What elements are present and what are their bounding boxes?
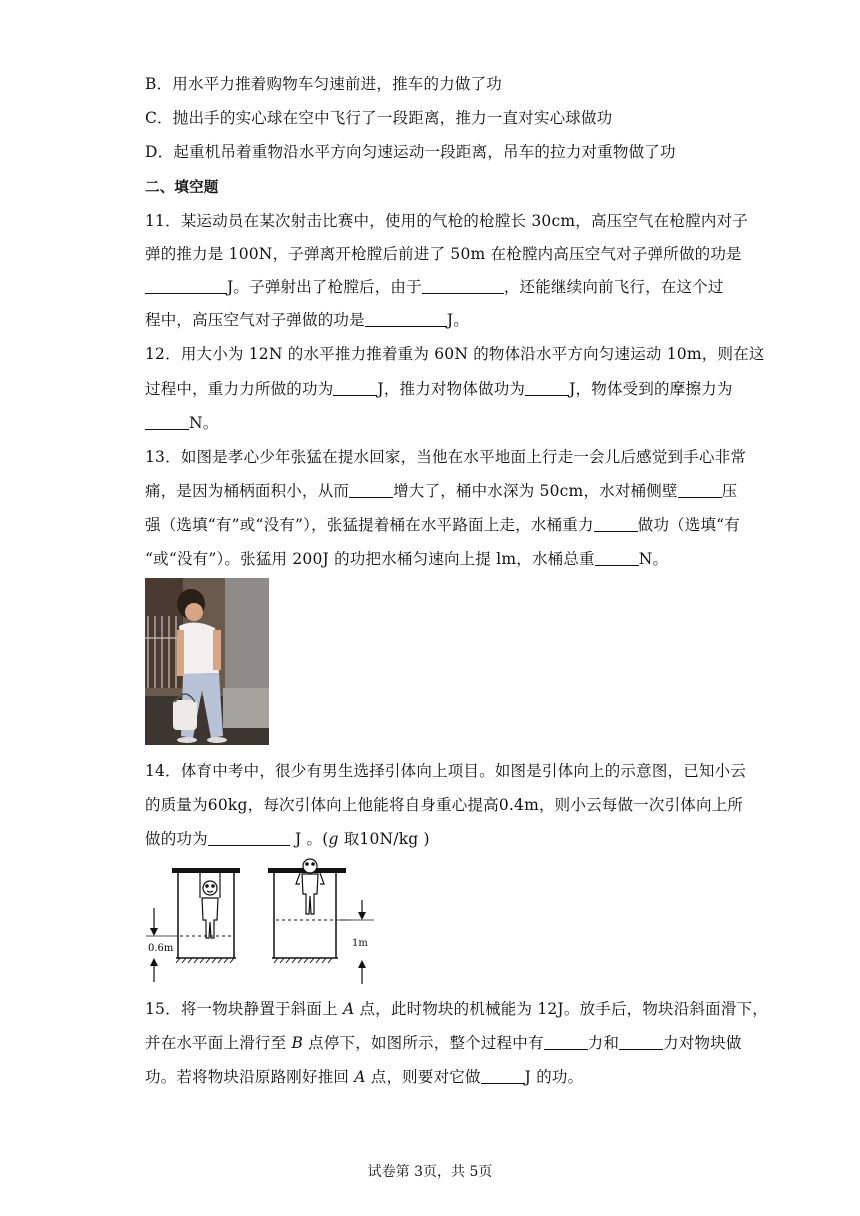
- answer-blank[interactable]: [349, 483, 393, 498]
- answer-blank[interactable]: [544, 1035, 588, 1050]
- option-c: C．抛出手的实心球在空中飞行了一段距离，推力一直对实心球做功: [145, 109, 613, 127]
- q11-line1: 11．某运动员在某次射击比赛中，使用的气枪的枪膛长 30cm，高压空气在枪膛内对子: [145, 212, 748, 230]
- q14-line1: 14．体育中考中，很少有男生选择引体向上项目。如图是引体向上的示意图，已知小云: [145, 762, 747, 780]
- option-d: D．起重机吊着重物沿水平方向匀速运动一段距离，吊车的拉力对重物做了功: [145, 143, 676, 161]
- hanging-person: [200, 873, 220, 938]
- answer-blank[interactable]: [525, 381, 569, 396]
- left-bar: [172, 868, 240, 873]
- pulled-up-person: [296, 859, 324, 914]
- answer-blank[interactable]: [333, 381, 377, 396]
- answer-blank[interactable]: [595, 551, 639, 566]
- q12-line3: N。: [145, 411, 218, 433]
- q14-line2: 的质量为60kg，每次引体向上他能将自身重心提高0.4m，则小云每做一次引体向上所: [145, 796, 744, 814]
- q11-line2: 弹的推力是 100N，子弹离开枪膛后前进了 50m 在枪膛内高压空气对子弹所做的功是: [145, 245, 742, 263]
- q13-line2: 痛，是因为桶柄面积小，从而 增大了，桶中水深为 50cm，水对桶侧壁 压: [145, 482, 738, 500]
- answer-blank[interactable]: [422, 279, 504, 294]
- page-footer: 试卷第 3页，共 5页: [367, 1164, 493, 1180]
- q15-line2: 并在水平面上滑行至 B 点停下，如图所示，整个过程中有 力和 力对物块做: [145, 1034, 742, 1052]
- section-title: 二、填空题: [145, 180, 219, 196]
- boy-carrying-bucket-photo: [145, 578, 269, 745]
- option-b: B．用水平力推着购物车匀速前进，推车的力做了功: [145, 75, 502, 93]
- q13-line1: 13．如图是孝心少年张猛在提水回家，当他在水平地面上行走一会儿后感觉到手心非常: [145, 448, 747, 466]
- q11-line4: 程中，高压空气对子弹做的功是 J。: [145, 311, 469, 329]
- answer-blank[interactable]: [365, 312, 447, 327]
- pull-up-diagram: [140, 858, 350, 988]
- q11-line3: J。子弹射出了枪膛后，由于 ，还能继续向前飞行，在这个过: [145, 275, 724, 297]
- q13-line4: “或“没有”）。张猛用 200J 的功把水桶匀速向上提 lm，水桶总重 N。: [145, 550, 669, 568]
- answer-blank[interactable]: [208, 831, 290, 846]
- answer-blank[interactable]: [145, 415, 189, 430]
- q15-line3: 功。若将物块沿原路刚好推回 A 点，则要对它做 J 的功。: [145, 1068, 584, 1086]
- answer-blank[interactable]: [594, 517, 638, 532]
- q14-line3: 做的功为 J 。(g 取10N/kg ): [145, 830, 430, 848]
- answer-blank[interactable]: [481, 1069, 525, 1084]
- q13-line3: 强（选填“有”或“没有”），张猛提着桶在水平路面上走，水桶重力 做功（选填“有: [145, 516, 740, 534]
- left-height-label: 0.6m: [148, 943, 174, 954]
- right-height-label: 1m: [352, 938, 368, 949]
- answer-blank[interactable]: [619, 1035, 663, 1050]
- answer-blank[interactable]: [145, 279, 227, 294]
- right-arrows-overlay: [340, 898, 380, 988]
- answer-blank[interactable]: [678, 483, 722, 498]
- q12-line1: 12．用大小为 12N 的水平推力推着重为 60N 的物体沿水平方向匀速运动 10m，则在这: [145, 345, 765, 363]
- q12-line2: 过程中，重力力所做的功为 J，推力对物体做功为 J，物体受到的摩擦力为: [145, 380, 733, 398]
- q15-line1: 15．将一物块静置于斜面上 A 点，此时物块的机械能为 12J。放手后，物块沿斜面滑下，: [145, 1000, 768, 1018]
